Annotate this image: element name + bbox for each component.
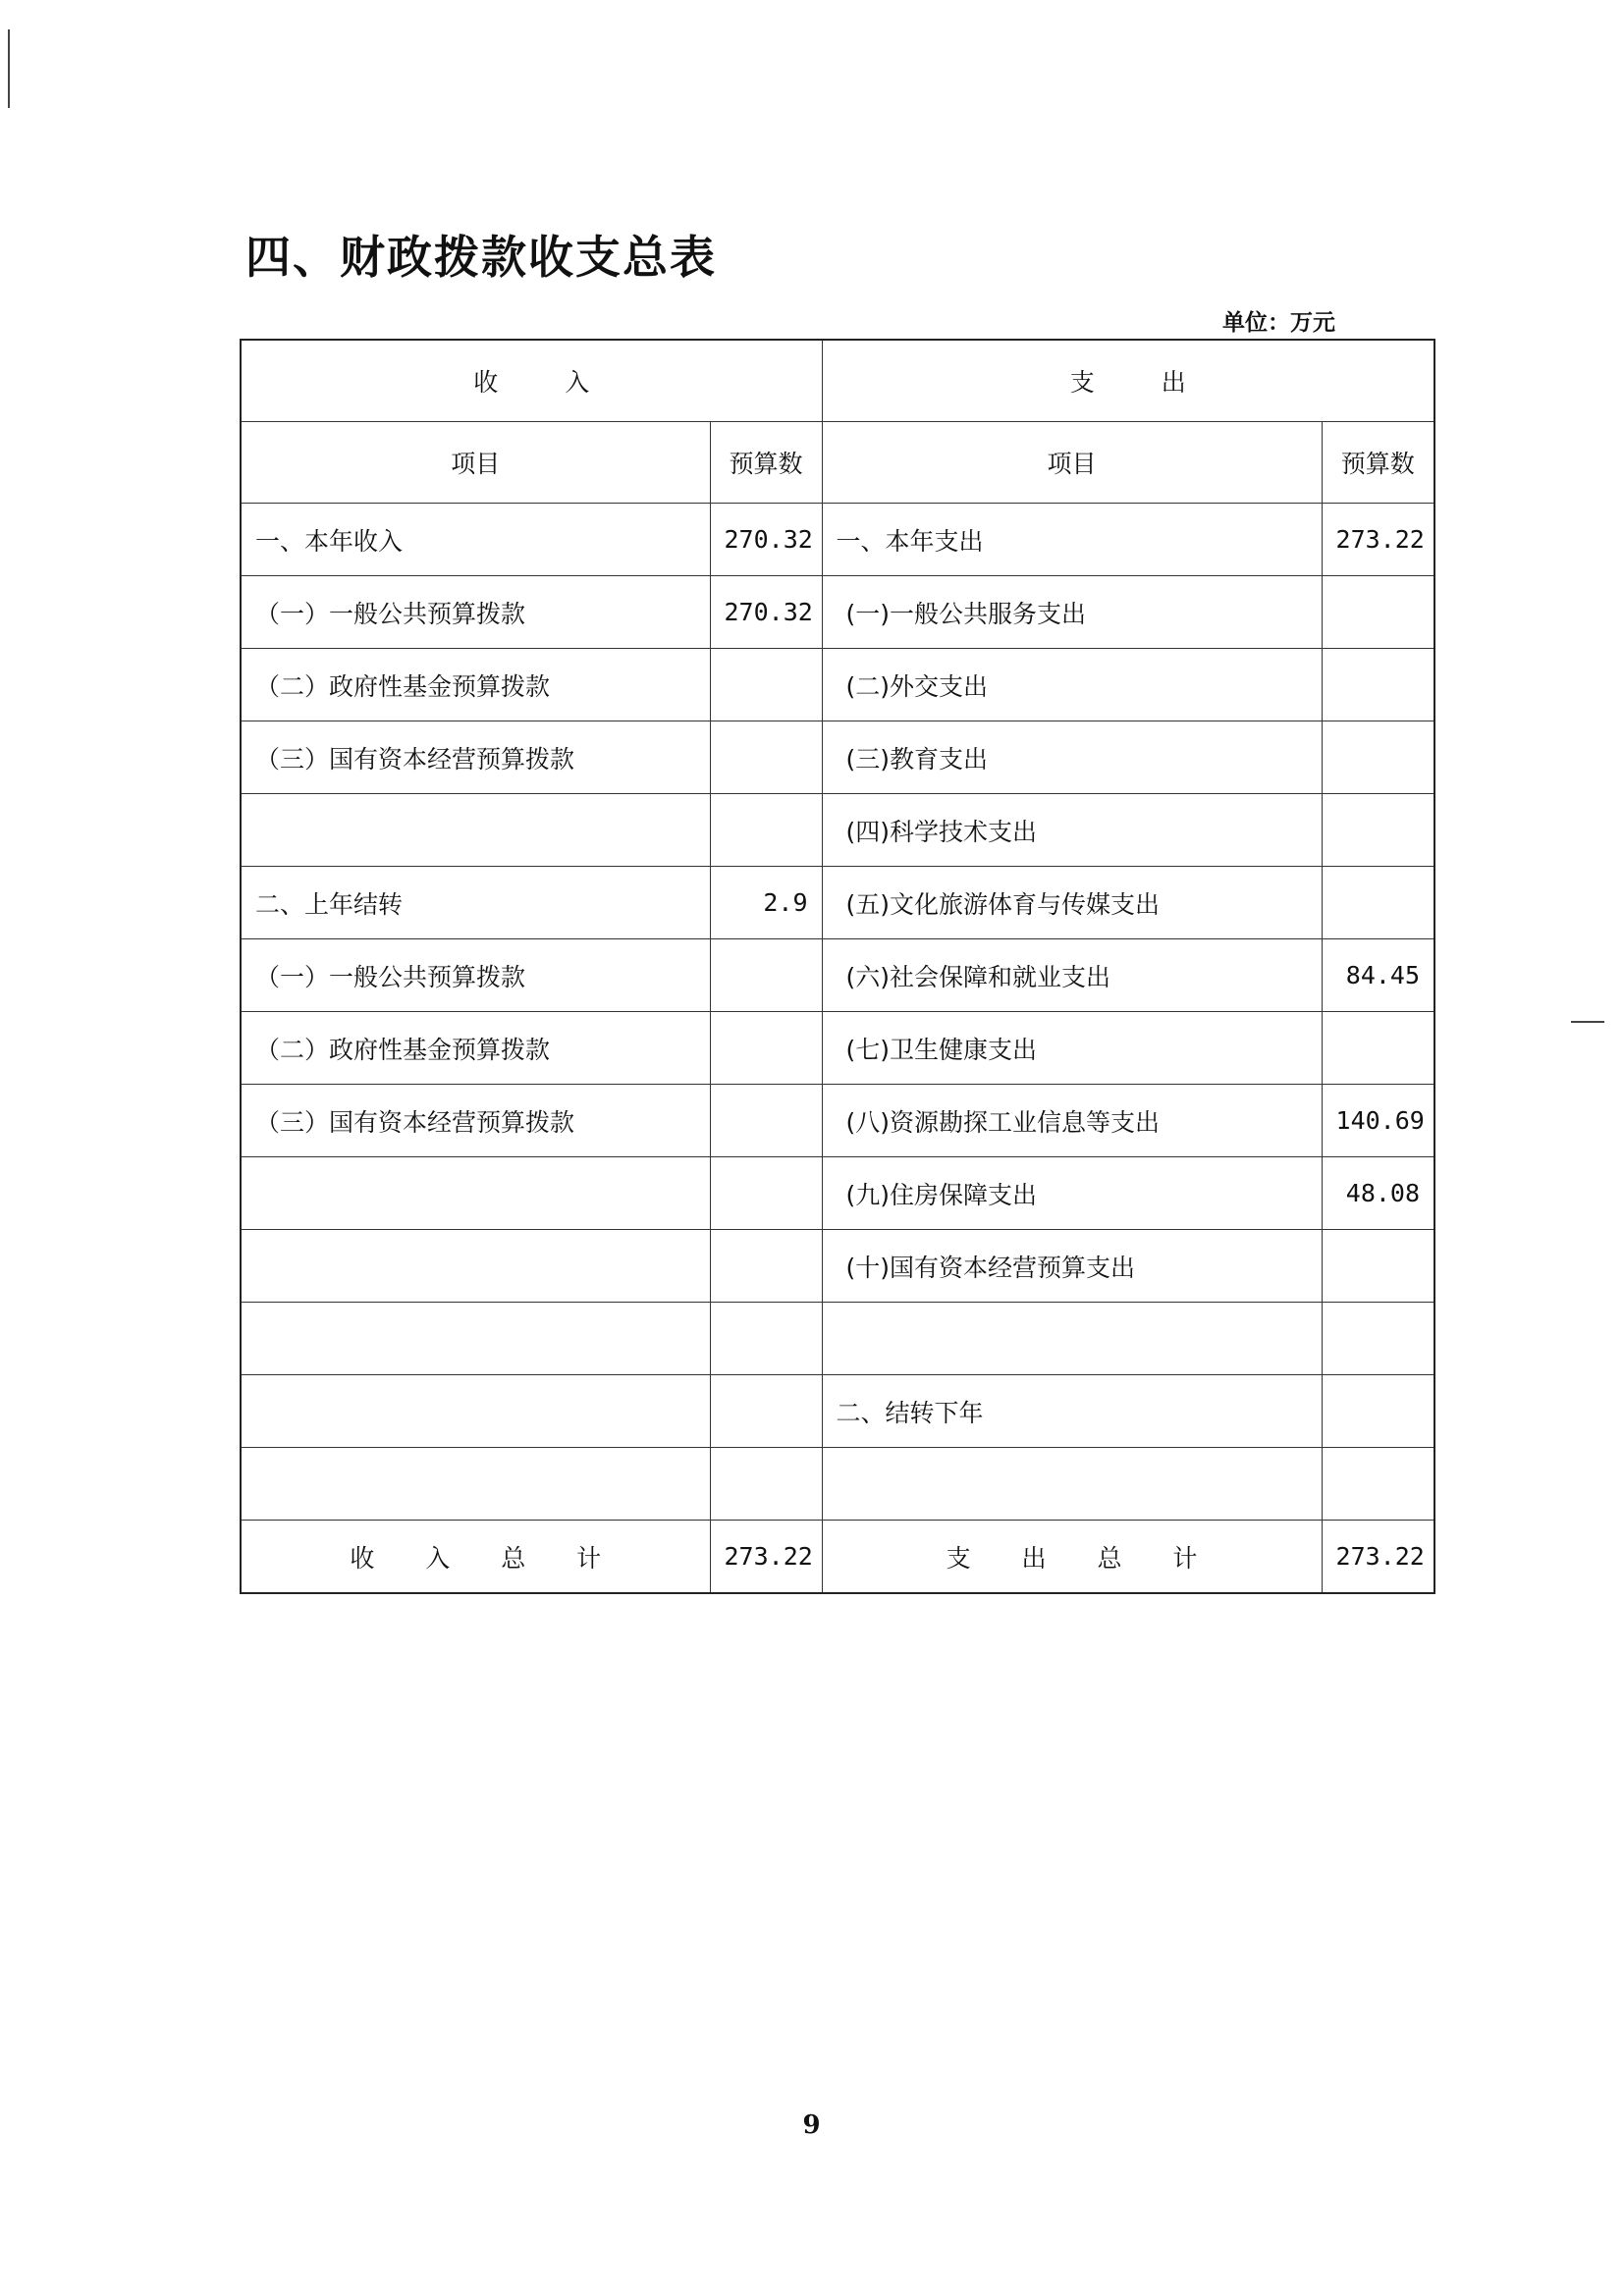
- table-row: [241, 1157, 1434, 1230]
- income-item-cell: （二）政府性基金预算拨款: [241, 649, 710, 721]
- expense-item-cell: (九)住房保障支出: [822, 1157, 1322, 1230]
- income-value-cell: [710, 1448, 822, 1521]
- expense-item-cell: (十)国有资本经营预算支出: [822, 1230, 1322, 1303]
- income-value-cell: [710, 939, 822, 1012]
- table-row: [241, 1375, 1434, 1448]
- income-section-header: 收入: [241, 340, 822, 422]
- expense-item-cell: [822, 1448, 1322, 1521]
- income-item-cell: 二、上年结转: [241, 867, 710, 939]
- table-row: [241, 1085, 1434, 1157]
- income-value-cell: [710, 649, 822, 721]
- expense-value-cell: [1322, 1012, 1434, 1085]
- document-title: 四、财政拨款收支总表: [245, 231, 717, 284]
- income-item-cell: [241, 1303, 710, 1375]
- income-value-cell: [710, 1230, 822, 1303]
- expense-value-cell: [1322, 649, 1434, 721]
- expense-item-cell: (三)教育支出: [822, 721, 1322, 794]
- income-item-cell: （二）政府性基金预算拨款: [241, 1012, 710, 1085]
- expense-item-column-header: 项目: [822, 422, 1322, 504]
- income-value-cell: [710, 721, 822, 794]
- expense-value-cell: [1322, 794, 1434, 867]
- income-item-cell: （三）国有资本经营预算拨款: [241, 721, 710, 794]
- table-row: [241, 721, 1434, 794]
- table-row: [241, 649, 1434, 721]
- income-total-value: 273.22: [710, 1521, 822, 1594]
- scan-edge-mark: [1571, 1021, 1604, 1023]
- expense-value-cell: 273.22: [1322, 504, 1434, 576]
- income-item-cell: （一）一般公共预算拨款: [241, 939, 710, 1012]
- income-item-cell: 一、本年收入: [241, 504, 710, 576]
- expense-section-header: 支出: [822, 340, 1434, 422]
- table-row: [241, 867, 1434, 939]
- expense-value-cell: 84.45: [1322, 939, 1434, 1012]
- income-budget-column-header: 预算数: [710, 422, 822, 504]
- expense-value-cell: [1322, 721, 1434, 794]
- expense-value-cell: [1322, 1448, 1434, 1521]
- expense-item-cell: [822, 1303, 1322, 1375]
- expense-item-cell: 二、结转下年: [822, 1375, 1322, 1448]
- income-value-cell: [710, 1303, 822, 1375]
- expense-item-cell: (六)社会保障和就业支出: [822, 939, 1322, 1012]
- table-row: [241, 504, 1434, 576]
- section-header-row: [241, 340, 1434, 422]
- column-header-row: [241, 422, 1434, 504]
- unit-label: 单位：万元: [1222, 310, 1335, 336]
- income-value-cell: 270.32: [710, 576, 822, 649]
- expense-budget-column-header: 预算数: [1322, 422, 1434, 504]
- table-row: [241, 794, 1434, 867]
- income-value-cell: [710, 1085, 822, 1157]
- expense-item-cell: (二)外交支出: [822, 649, 1322, 721]
- expense-value-cell: [1322, 1230, 1434, 1303]
- income-value-cell: 270.32: [710, 504, 822, 576]
- income-item-cell: [241, 1375, 710, 1448]
- income-item-cell: （三）国有资本经营预算拨款: [241, 1085, 710, 1157]
- expense-value-cell: [1322, 1375, 1434, 1448]
- expense-item-cell: 一、本年支出: [822, 504, 1322, 576]
- table-row: [241, 1303, 1434, 1375]
- expense-value-cell: [1322, 867, 1434, 939]
- table-row: [241, 939, 1434, 1012]
- income-item-cell: （一）一般公共预算拨款: [241, 576, 710, 649]
- expense-value-cell: [1322, 576, 1434, 649]
- income-value-cell: [710, 1157, 822, 1230]
- page-number: 9: [802, 2110, 821, 2140]
- expense-total-value: 273.22: [1322, 1521, 1434, 1594]
- income-total-label: 收 入 总 计: [241, 1521, 710, 1594]
- income-value-cell: [710, 1375, 822, 1448]
- expense-item-cell: (一)一般公共服务支出: [822, 576, 1322, 649]
- expense-item-cell: (七)卫生健康支出: [822, 1012, 1322, 1085]
- income-item-cell: [241, 1230, 710, 1303]
- income-value-cell: [710, 1012, 822, 1085]
- income-value-cell: 2.9: [710, 867, 822, 939]
- budget-table: [240, 339, 1435, 1594]
- table-row: [241, 576, 1434, 649]
- table-row: [241, 1012, 1434, 1085]
- table-row: [241, 1230, 1434, 1303]
- expense-item-cell: (四)科学技术支出: [822, 794, 1322, 867]
- expense-total-label: 支 出 总 计: [822, 1521, 1322, 1594]
- table-row: [241, 1448, 1434, 1521]
- expense-value-cell: 48.08: [1322, 1157, 1434, 1230]
- income-item-cell: [241, 794, 710, 867]
- income-item-cell: [241, 1448, 710, 1521]
- totals-row: [241, 1521, 1434, 1594]
- expense-item-cell: (五)文化旅游体育与传媒支出: [822, 867, 1322, 939]
- expense-value-cell: 140.69: [1322, 1085, 1434, 1157]
- scan-edge-mark: [8, 29, 10, 108]
- income-item-column-header: 项目: [241, 422, 710, 504]
- income-item-cell: [241, 1157, 710, 1230]
- expense-value-cell: [1322, 1303, 1434, 1375]
- income-value-cell: [710, 794, 822, 867]
- expense-item-cell: (八)资源勘探工业信息等支出: [822, 1085, 1322, 1157]
